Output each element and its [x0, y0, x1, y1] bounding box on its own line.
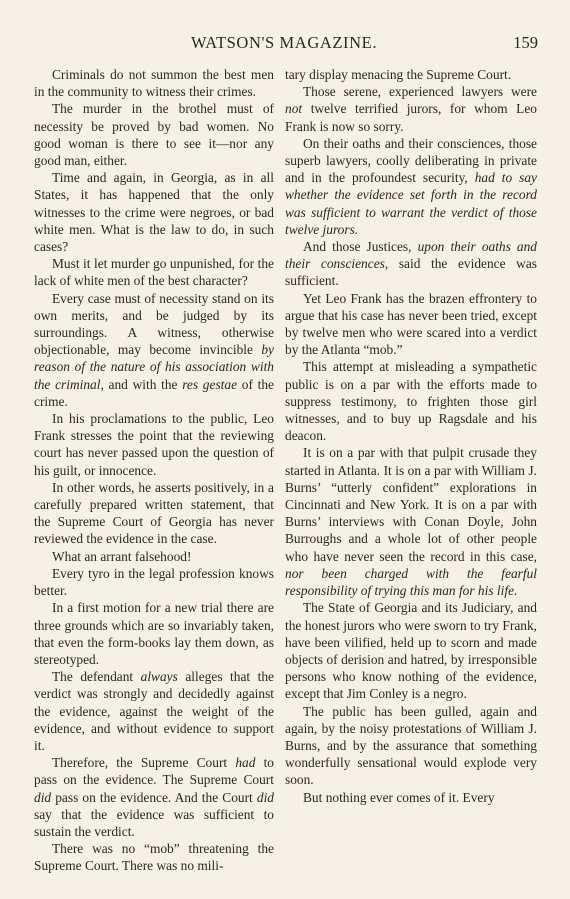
paragraph: [285, 703, 537, 789]
paragraph: [285, 358, 537, 444]
paragraph: [34, 169, 274, 255]
text-run: pass on the evidence. And the Court: [51, 789, 257, 805]
paragraph: [285, 66, 537, 83]
paragraph: [34, 255, 274, 289]
text-run: Yet Leo Frank has the brazen effrontery to argue that his case has never been tried, except by twelve men who were scared into a verdict by the Atlanta “mob.”: [285, 290, 537, 358]
paragraph: [34, 100, 274, 169]
text-run: to pass on the evidence. The Supreme Court: [34, 755, 275, 788]
paragraph: [285, 238, 537, 290]
text-run: tary display menacing the Supreme Court.: [285, 67, 512, 82]
running-header: [30, 33, 538, 55]
paragraph: [34, 668, 274, 754]
text-run: It is on a par with that pulpit crusade they started in Atlanta. It is on a par with William J. Burns’ “utterly confident” explorations in Cincinnati and New York. It is on a par with Burns’ interviews with Conan Doyle, John Burroughs and a whole lot of other people who have never seen the record in this case,: [285, 445, 537, 564]
right-text-column: [285, 66, 537, 806]
paragraph: [34, 290, 274, 410]
paragraph: [285, 444, 537, 599]
paragraph: [34, 548, 274, 565]
text-run: Must it let murder go unpunished, for the lack of white men of the best character?: [34, 256, 274, 289]
italic-text: by reason of the nature of his association with the criminal: [34, 342, 274, 392]
paragraph: [34, 599, 274, 668]
paragraph: [34, 410, 274, 479]
text-run: Those serene, experienced lawyers were: [303, 84, 537, 100]
italic-text: always: [140, 669, 178, 685]
italic-text: not: [285, 101, 303, 117]
paragraph: [285, 135, 537, 238]
text-run: of the crime.: [34, 376, 274, 409]
italic-text: had to say whether the evidence set forth in the record was sufficient to warrant the verdict of those twelve jurors.: [285, 170, 537, 237]
paragraph: [34, 840, 274, 874]
text-run: Criminals do not summon the best men in the community to witness their crimes.: [34, 67, 274, 100]
italic-text: had: [235, 755, 256, 771]
text-run: , and with the: [100, 376, 183, 392]
italic-text: nor been charged with the fearful responsibility of trying this man for his life.: [285, 565, 537, 599]
text-run: alleges that the verdict was strongly and decidedly against the evidence, against the weight of the evidence, and without evidence to support it.: [34, 669, 274, 753]
text-run: Time and again, in Georgia, as in all States, it has happened that the only witnesses to the crime were negroes, or bad white men. What is the law to do, in such cases?: [34, 170, 274, 255]
text-run: Every tyro in the legal profession knows better.: [34, 565, 274, 599]
text-run: There was no “mob” threatening the Supreme Court. There was no mili-: [34, 841, 274, 874]
text-run: Therefore, the Supreme Court: [52, 755, 236, 771]
paragraph: [34, 754, 274, 840]
page-number: 159: [513, 33, 538, 52]
text-run: And those Justices,: [303, 239, 418, 255]
text-run: In other words, he asserts positively, in a carefully prepared written statement, that the Supreme Court of Georgia has never reviewed the evidence in the case.: [34, 479, 274, 547]
paragraph: [34, 66, 274, 100]
paragraph: [285, 290, 537, 359]
text-run: The public has been gulled, again and again, by the noisy protestations of William J. Burns, and by the assurance that something wonderfully sensational would explode very soon.: [285, 703, 537, 788]
text-run: On their oaths and their consciences, those superb lawyers, coolly deliberating in private and in the profoundest security,: [285, 135, 537, 186]
italic-text: upon their oaths and their consciences: [285, 239, 537, 272]
text-run: What an arrant falsehood!: [52, 548, 192, 564]
italic-text: res gestae: [182, 376, 238, 392]
paragraph: [285, 599, 537, 702]
text-run: twelve terrified jurors, for whom Leo Frank is now so sorry.: [285, 101, 537, 134]
left-text-column: [34, 66, 274, 875]
paragraph: [285, 789, 537, 806]
magazine-title: WATSON'S MAGAZINE.: [190, 33, 378, 52]
text-run: This attempt at misleading a sympathetic public is on a par with the efforts made to suppress testimony, to frighten those girl witnesses, and to buy up Ragsdale and his deacon.: [285, 359, 537, 444]
paragraph: [285, 83, 537, 135]
text-run: say that the evidence was sufficient to sustain the verdict.: [34, 806, 274, 839]
text-run: , said the evidence was sufficient.: [285, 256, 537, 289]
italic-text: did: [256, 789, 274, 805]
text-run: In his proclamations to the public, Leo Frank stresses the point that the reviewing court has never passed upon the question of his guilt, or innocence.: [34, 411, 274, 478]
paragraph: [34, 565, 274, 599]
text-run: The defendant: [52, 669, 141, 685]
text-run: But nothing ever comes of it. Every: [303, 789, 495, 805]
italic-text: did: [34, 789, 52, 805]
text-run: In a first motion for a new trial there are three grounds which are so invariably taken, that even the form-books lay them down, as stereotyped.: [34, 600, 274, 667]
text-run: The murder in the brothel must of necessity be proved by bad women. No good woman is there to see it—nor any good man, either.: [34, 101, 274, 169]
paragraph: [34, 479, 274, 548]
text-run: The State of Georgia and its Judiciary, and the honest jurors who were sworn to try Frank, have been vilified, held up to scorn and made objects of derision and hatred, by irresponsible persons who know nothing of the evidence, except that Jim Conley is a negro.: [285, 600, 537, 702]
text-run: Every case must of necessity stand on its own merits, and be judged by its surroundings. A witness, otherwise objectionable, may become invincible: [34, 290, 274, 358]
